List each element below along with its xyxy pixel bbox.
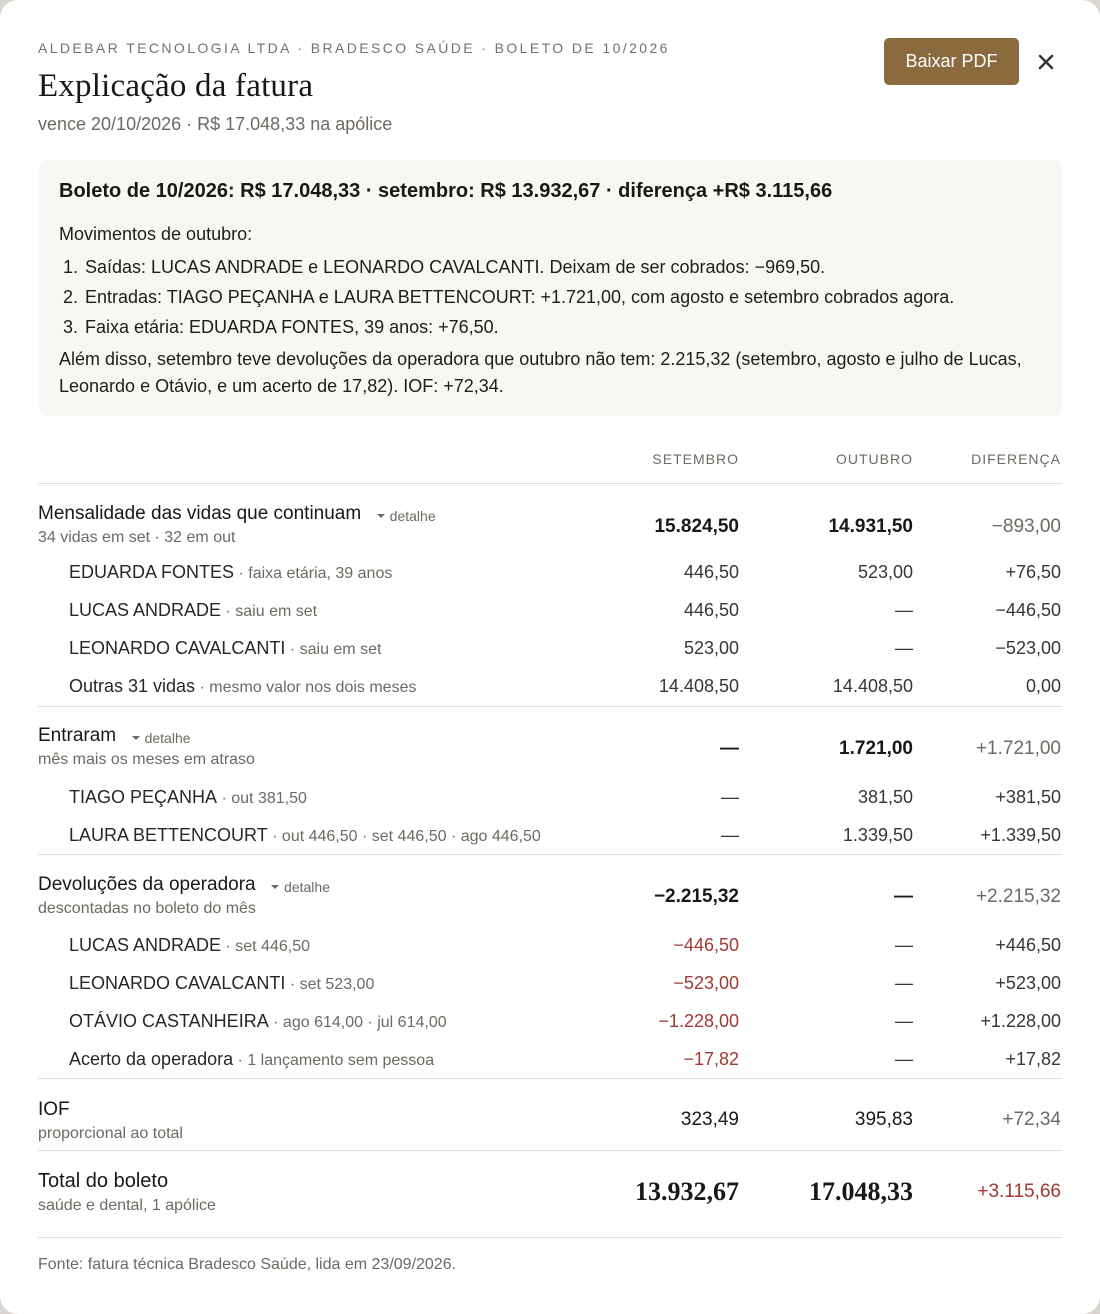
- total-value-set: 13.932,67: [635, 1177, 739, 1206]
- moves-title: Movimentos de outubro:: [59, 224, 253, 244]
- section-subtitle: saúde e dental, 1 apólice: [38, 1197, 216, 1214]
- table-row: LEONARDO CAVALCANTI · set 523,00 −523,00 — +523,00: [69, 973, 1061, 993]
- section-value-diff: −893,00: [991, 516, 1061, 537]
- page-subtitle: vence 20/10/2026 · R$ 17.048,33 na apólice: [38, 114, 393, 134]
- caret-down-icon: [376, 513, 386, 519]
- table-row: Outras 31 vidas · mesmo valor nos dois meses 14.408,50 14.408,50 0,00: [69, 676, 1061, 696]
- section-title: Devoluções da operadora: [38, 874, 256, 895]
- table-header: [38, 440, 1062, 484]
- page-title: Explicação da fatura: [38, 68, 314, 104]
- eyebrow: ALDEBAR TECNOLOGIA LTDA · BRADESCO SAÚDE · BOLETO DE 10/2026: [38, 40, 670, 56]
- iof-value-diff: +72,34: [1002, 1109, 1061, 1130]
- caret-down-icon: [131, 735, 141, 741]
- section-value-out: 1.721,00: [839, 738, 913, 759]
- section-title: Entraram: [38, 725, 117, 746]
- section-subtitle: descontadas no boleto do mês: [38, 900, 256, 917]
- section-devolucoes: [38, 855, 1062, 1079]
- section-value-diff: +2.215,32: [975, 886, 1061, 907]
- download-pdf-button[interactable]: Baixar PDF: [884, 38, 1019, 85]
- detail-toggle[interactable]: detalhe: [376, 508, 436, 524]
- section-subtitle: proporcional ao total: [38, 1125, 183, 1142]
- table-row: EDUARDA FONTES · faixa etária, 39 anos 446,50 523,00 +76,50: [69, 562, 1061, 582]
- column-header-diferenca: DIFERENÇA: [971, 451, 1061, 467]
- list-item: 3. Faixa etária: EDUARDA FONTES, 39 anos: +76,50.: [63, 317, 499, 337]
- section-value-set: −2.215,32: [653, 886, 739, 907]
- summary-extra: Além disso, setembro teve devoluções da operadora que outubro não tem: 2.215,32 (setembro, agosto e julho de Lucas, Leonardo e Otávio, e um acerto de 17,82). IOF: +72,34.: [59, 349, 1022, 396]
- close-button[interactable]: [1032, 48, 1060, 76]
- iof-value-out: 395,83: [854, 1109, 913, 1130]
- table-row: Acerto da operadora · 1 lançamento sem pessoa −17,82 — +17,82: [69, 1049, 1061, 1069]
- section-title: IOF: [38, 1099, 70, 1120]
- moves-list: [63, 252, 1041, 342]
- section-value-diff: +1.721,00: [975, 738, 1061, 759]
- table-row: OTÁVIO CASTANHEIRA · ago 614,00 · jul 614,00 −1.228,00 — +1.228,00: [69, 1011, 1061, 1031]
- section-mensalidade: [38, 484, 1062, 707]
- section-value-set: 15.824,50: [654, 516, 739, 537]
- close-icon: [1037, 53, 1055, 71]
- summary-box: [38, 160, 1062, 416]
- section-total: [38, 1151, 1062, 1238]
- detail-toggle[interactable]: detalhe: [270, 879, 330, 895]
- breakdown-table: [38, 440, 1062, 1238]
- table-row: LAURA BETTENCOURT · out 446,50 · set 446,50 · ago 446,50 — 1.339,50 +1.339,50: [69, 825, 1061, 845]
- list-item: 2. Entradas: TIAGO PEÇANHA e LAURA BETTENCOURT: +1.721,00, com agosto e setembro cobrados agora.: [63, 287, 955, 307]
- section-title: Total do boleto: [38, 1170, 169, 1192]
- column-header-outubro: OUTUBRO: [836, 451, 913, 467]
- table-row: LUCAS ANDRADE · saiu em set 446,50 — −446,50: [69, 600, 1061, 620]
- section-subtitle: mês mais os meses em atraso: [38, 751, 255, 768]
- section-value-out: —: [894, 886, 913, 907]
- summary-headline: Boleto de 10/2026: R$ 17.048,33 · setembro: R$ 13.932,67 · diferença +R$ 3.115,66: [59, 180, 833, 202]
- column-header-setembro: SETEMBRO: [652, 451, 739, 467]
- table-row: LEONARDO CAVALCANTI · saiu em set 523,00 — −523,00: [69, 638, 1061, 658]
- table-row: LUCAS ANDRADE · set 446,50 −446,50 — +446,50: [69, 935, 1061, 955]
- total-value-out: 17.048,33: [809, 1177, 913, 1206]
- section-iof: [38, 1079, 1062, 1151]
- section-title: Mensalidade das vidas que continuam: [38, 503, 362, 524]
- detail-toggle[interactable]: detalhe: [131, 730, 191, 746]
- iof-value-set: 323,49: [680, 1109, 739, 1130]
- caret-down-icon: [270, 884, 280, 890]
- section-entraram: [38, 707, 1062, 855]
- table-row: TIAGO PEÇANHA · out 381,50 — 381,50 +381,50: [69, 787, 1061, 807]
- total-value-diff: +3.115,66: [977, 1181, 1061, 1202]
- source-footnote: Fonte: fatura técnica Bradesco Saúde, lida em 23/09/2026.: [38, 1237, 1062, 1274]
- list-item: 1. Saídas: LUCAS ANDRADE e LEONARDO CAVALCANTI. Deixam de ser cobrados: −969,50.: [63, 257, 826, 277]
- section-value-out: 14.931,50: [828, 516, 913, 537]
- section-subtitle: 34 vidas em set · 32 em out: [38, 529, 236, 546]
- section-value-set: —: [720, 738, 739, 759]
